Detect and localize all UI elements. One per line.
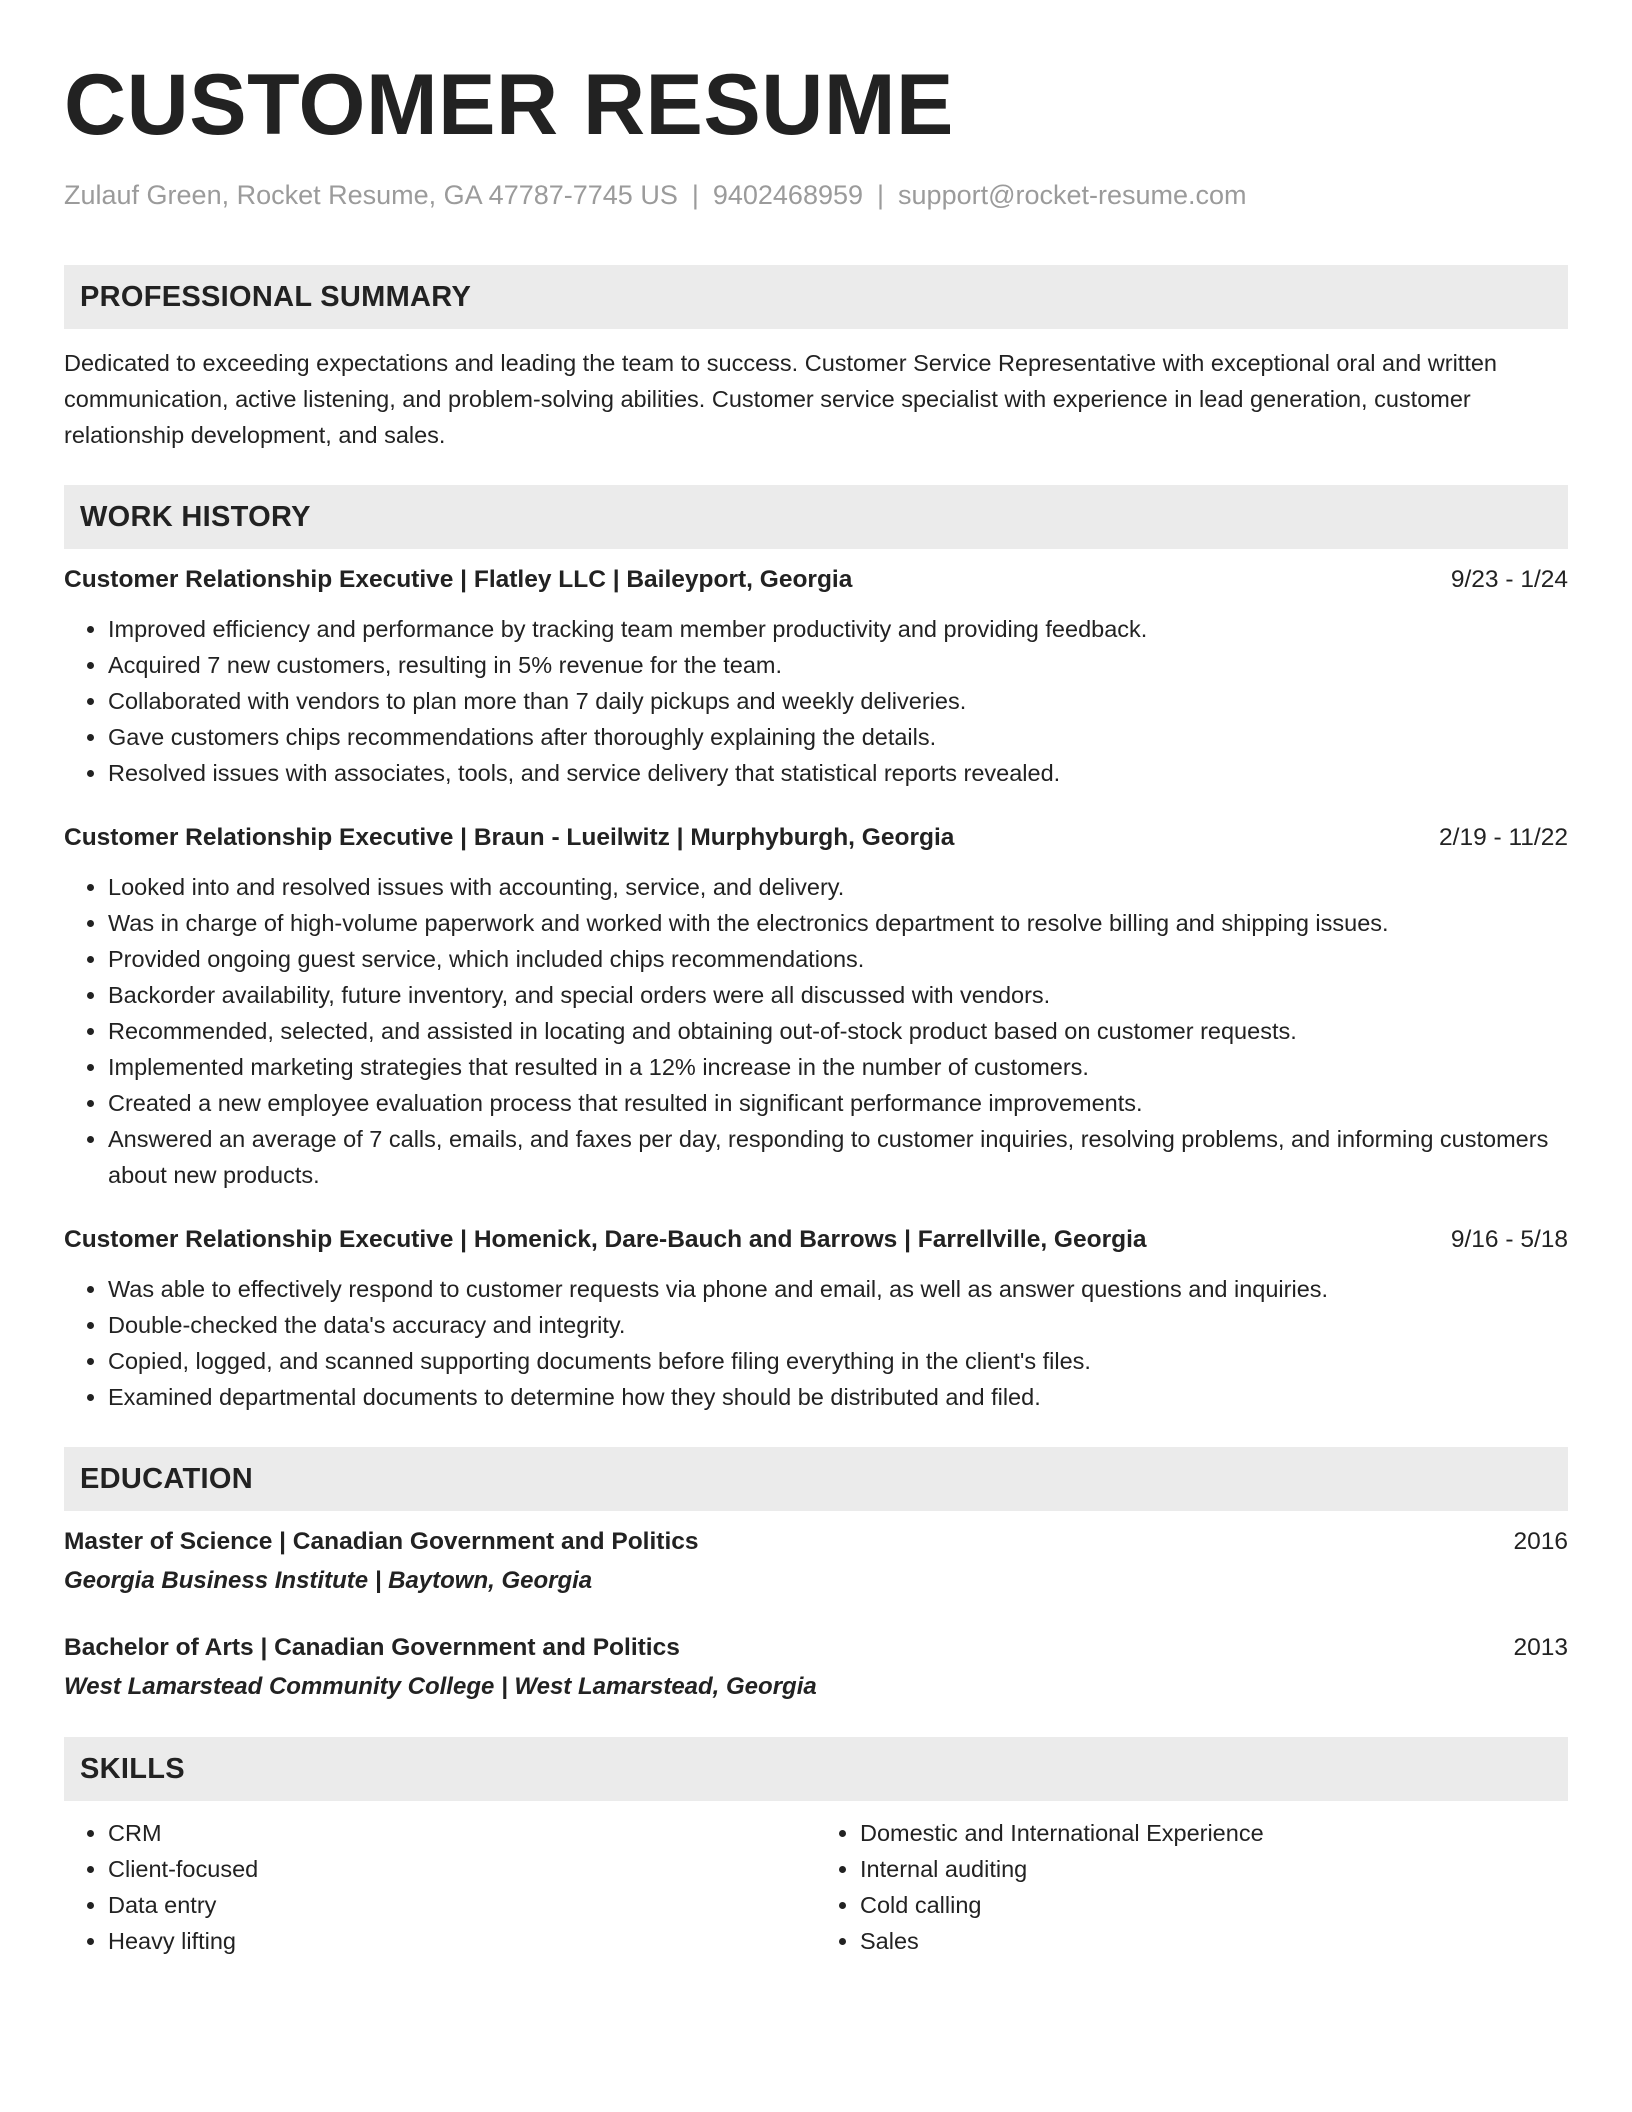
work-history-section-header: WORK HISTORY [64,485,1568,549]
job-bullet: • Provided ongoing guest service, which included chips recommendations. [108,941,1568,977]
job-heading: Customer Relationship Executive | Homenick, Dare-Bauch and Barrows | Farrellville, Georgia [64,1226,1147,1253]
job-bullet: • Copied, logged, and scanned supporting documents before filing everything in the client's files. [108,1343,1568,1379]
job-dates: 2/19 - 11/22 [1439,824,1568,851]
job-bullet: • Gave customers chips recommendations after thoroughly explaining the details. [108,719,1568,755]
contact-phone: 9402468959 [712,180,864,210]
education-heading-row [64,1631,1568,1665]
contact-line [64,177,1568,213]
education-degree: Master of Science | Canadian Government and Politics [64,1528,699,1555]
job-entry [64,563,1568,791]
skill-item: • Cold calling [860,1887,1568,1923]
contact-separator: | [691,180,699,210]
job-bullet: • Resolved issues with associates, tools, and service delivery that statistical reports revealed. [108,755,1568,791]
job-dates: 9/16 - 5/18 [1450,1226,1568,1253]
job-bullet: • Acquired 7 new customers, resulting in 5% revenue for the team. [108,647,1568,683]
resume-title: CUSTOMER RESUME [64,57,954,153]
education-heading-row [64,1525,1568,1559]
education-school: Georgia Business Institute | Baytown, Georgia [64,1567,593,1594]
job-bullet: • Was in charge of high-volume paperwork and worked with the electronics department to resolve billing and shipping issues. [108,905,1568,941]
skill-item: • CRM [108,1815,816,1851]
job-bullet: • Backorder availability, future inventory, and special orders were all discussed with vendors. [108,977,1568,1013]
job-bullet: • Double-checked the data's accuracy and integrity. [108,1307,1568,1343]
job-heading-row [64,563,1568,597]
job-bullet: • Examined departmental documents to determine how they should be distributed and filed. [108,1379,1568,1415]
job-heading-row [64,821,1568,855]
job-bullets [64,1271,1568,1415]
education-degree: Bachelor of Arts | Canadian Government and Politics [64,1634,680,1661]
job-bullet: • Was able to effectively respond to customer requests via phone and email, as well as answer questions and inquiries. [108,1271,1568,1307]
skills-section-header: SKILLS [64,1737,1568,1801]
skills-column-left [64,1815,816,1959]
job-bullet: • Looked into and resolved issues with accounting, service, and delivery. [108,869,1568,905]
skills-grid [64,1815,1568,1959]
contact-address: Zulauf Green, Rocket Resume, GA 47787-7745 US [64,180,678,210]
education-year: 2016 [1513,1528,1568,1555]
skill-item: • Heavy lifting [108,1923,816,1959]
education-year: 2013 [1513,1634,1568,1661]
job-bullet: • Created a new employee evaluation process that resulted in significant performance improvements. [108,1085,1568,1121]
summary-section-header: PROFESSIONAL SUMMARY [64,265,1568,329]
education-entry [64,1631,1568,1705]
job-bullet: • Implemented marketing strategies that resulted in a 12% increase in the number of customers. [108,1049,1568,1085]
job-heading-row [64,1223,1568,1257]
job-heading: Customer Relationship Executive | Braun - Lueilwitz | Murphyburgh, Georgia [64,824,955,851]
skill-item: • Domestic and International Experience [860,1815,1568,1851]
job-dates: 9/23 - 1/24 [1450,566,1568,593]
job-entry [64,1223,1568,1415]
contact-separator: | [877,180,885,210]
job-bullet: • Recommended, selected, and assisted in locating and obtaining out-of-stock product based on customer requests. [108,1013,1568,1049]
education-entry [64,1525,1568,1599]
job-bullets [64,869,1568,1193]
job-bullet: • Answered an average of 7 calls, emails, and faxes per day, responding to customer inquiries, resolving problems, and informing customers about new products. [108,1121,1568,1193]
skill-item: • Data entry [108,1887,816,1923]
skills-column-right [816,1815,1568,1959]
skill-item: • Client-focused [108,1851,816,1887]
job-heading: Customer Relationship Executive | Flatley LLC | Baileyport, Georgia [64,566,853,593]
summary-text: Dedicated to exceeding expectations and leading the team to success. Customer Service Representative with exceptional oral and written communication, active listening, and problem-solving abilities. Customer service specialist with experience in lead generation, customer relationship development, and sales. [64,350,1497,448]
skill-item: • Internal auditing [860,1851,1568,1887]
contact-email: support@rocket-resume.com [898,180,1247,210]
job-bullet: • Improved efficiency and performance by tracking team member productivity and providing feedback. [108,611,1568,647]
job-bullet: • Collaborated with vendors to plan more than 7 daily pickups and weekly deliveries. [108,683,1568,719]
education-school: West Lamarstead Community College | West Lamarstead, Georgia [64,1673,817,1700]
job-bullets [64,611,1568,791]
job-entry [64,821,1568,1193]
skill-item: • Sales [860,1923,1568,1959]
education-section-header: EDUCATION [64,1447,1568,1511]
